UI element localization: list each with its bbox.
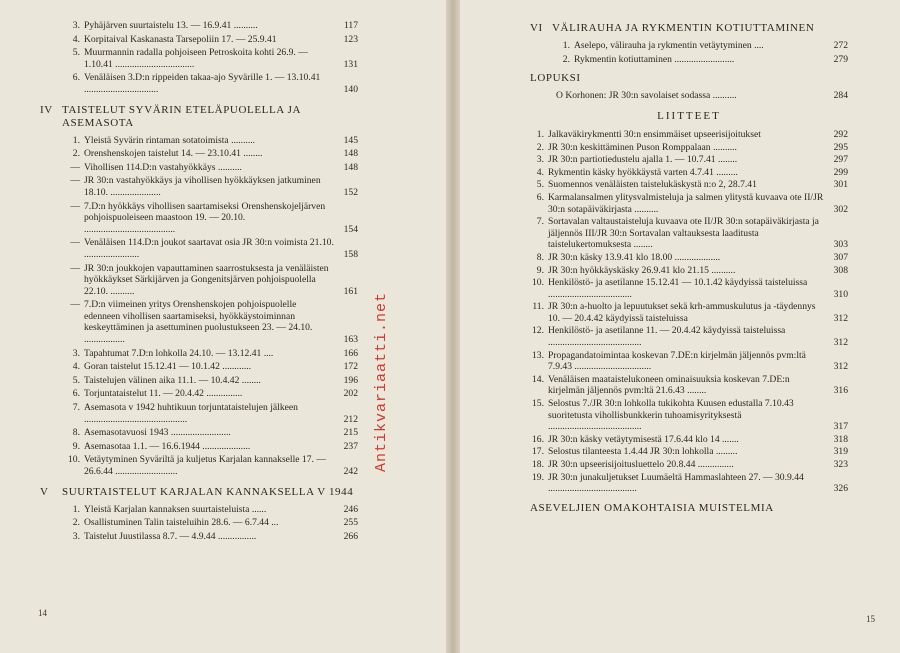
toc-entry-page: 123 (343, 33, 358, 45)
toc-entry-text: JR 30:n vastahyökkäys ja vihollisen hyökkäyksen jatkuminen 18.10. ..................... (84, 175, 321, 198)
toc-entry (66, 348, 358, 360)
watermark: Antikvariaatti.net (373, 291, 390, 472)
toc-entries-top (66, 20, 358, 96)
section-title: TAISTELUT SYVÄRIN ETELÄPUOLELLA JA ASEMASOTA (62, 103, 301, 129)
toc-entry-text: Henkilöstö- ja asetilanne 11. — 20.4.42 käydyissä taisteluissa ....................................... (548, 325, 786, 349)
toc-entry-text: Yleistä Syvärin rintaman sotatoimista .......... (84, 134, 256, 146)
toc-entry-number: 13. (532, 349, 544, 361)
toc-entry-text: Venäläisen maataistelukoneen ominaisuuksia koskevan 7.DE:n kirjelmän jäljennös pvm:ltä 21.6.43 ........ (548, 373, 790, 397)
toc-entry-text: Pyhäjärven suurtaistelu 13. — 16.9.41 .......... (84, 20, 258, 31)
toc-entry-number: 4. (536, 166, 544, 178)
toc-entry (530, 446, 848, 458)
toc-entry-text: Rykmentin käsky hyökkäystä varten 4.7.41 ......... (548, 166, 738, 178)
toc-entry (556, 40, 848, 52)
toc-entry (530, 398, 848, 433)
toc-entry-page: 202 (343, 388, 358, 400)
toc-entry-page: 297 (833, 154, 848, 166)
toc-entry-number: 2. (562, 53, 570, 65)
toc-entry (530, 434, 848, 446)
section-title: SUURTAISTELUT KARJALAN KANNAKSELLA V 1944 (62, 485, 354, 498)
toc-entry-text: Propagandatoimintaa koskevan 7.DE:n kirjelmän jäljennös pvm:ltä 7.9.43 ................................ (548, 349, 806, 373)
toc-entry (530, 325, 848, 348)
toc-entry-number: 3. (72, 20, 80, 31)
toc-entry-text: Aselepo, välirauha ja rykmentin vetäytyminen .... (574, 40, 764, 51)
toc-entry-text: Tapahtumat 7.D:n lohkolla 24.10. — 13.12.41 .... (84, 347, 274, 359)
toc-entry-page: 299 (833, 166, 848, 178)
toc-entry (530, 350, 848, 373)
toc-entry (66, 175, 358, 198)
toc-entry (530, 374, 848, 397)
toc-entry-page: 301 (833, 179, 848, 191)
toc-entry (530, 129, 848, 141)
toc-entry-page: 284 (833, 89, 848, 101)
toc-entry-number: 3. (72, 347, 80, 359)
toc-entry-text: Osallistuminen Talin taisteluihin 28.6. — 6.7.44 ... (84, 517, 279, 529)
toc-entry-text: 7.D:n viimeinen yritys Orenshenskojen pohjoispuolelle edenneen vihollisen saartamiseksi, hyökkäystoiminnan keskeyttäminen ja asettuminen puolustukseen 23. — 24.10. ................. (84, 299, 313, 346)
toc-entry-page: 308 (833, 264, 848, 276)
toc-entry-number: 16. (532, 433, 544, 445)
section-vi-heading (530, 22, 848, 35)
toc-entry-number: 6. (536, 191, 544, 203)
toc-entry (530, 265, 848, 277)
toc-entry (66, 531, 358, 543)
toc-entry (66, 402, 358, 425)
toc-entry (66, 34, 358, 46)
toc-entry-number: — (70, 175, 80, 187)
toc-entry-number: 18. (532, 459, 544, 470)
toc-entry-number: 4. (72, 361, 80, 373)
toc-entry-number: 4. (72, 33, 80, 45)
toc-entry-number: 6. (72, 388, 80, 400)
toc-entry-text: Vetäytyminen Syväriltä ja kuljetus Karjalan kannakselle 17. — 26.6.44 .......................... (84, 454, 326, 477)
toc-entry-number: 8. (72, 427, 80, 439)
toc-entry-page: 172 (343, 361, 358, 373)
toc-entry-page: 319 (833, 446, 848, 458)
toc-entry-page: 145 (343, 134, 358, 146)
toc-entry (66, 135, 358, 147)
toc-entry-text: Korpitaival Kaskanasta Tarsepoliin 17. — 25.9.41 (84, 33, 277, 45)
toc-entry-number: — (70, 200, 80, 212)
toc-entry (530, 154, 848, 166)
toc-entry-page: 242 (343, 466, 358, 477)
toc-entry-text: Suomennos venäläisten taistelukäskystä n:o 2, 28.7.41 (548, 179, 757, 191)
section-vi-entries (556, 40, 848, 65)
toc-entry (530, 142, 848, 154)
toc-entry-page: 152 (343, 186, 358, 198)
toc-entry-text: Selostus 7./JR 30:n lohkolla tukikohta Kuusen edustalla 7.10.43 suoritetusta vihollisbunkkerin tuhoamisyrityksestä ....................................... (548, 398, 794, 433)
toc-entry-number: 7. (536, 216, 544, 228)
toc-entry-page: 166 (343, 347, 358, 359)
toc-entry (530, 167, 848, 179)
toc-entry-page: 292 (833, 128, 848, 140)
toc-entry (66, 517, 358, 529)
liitteet-heading: LIITTEET (657, 110, 721, 123)
toc-entry-page: 131 (343, 58, 358, 70)
toc-entry (66, 427, 358, 439)
toc-entry (66, 454, 358, 477)
toc-entry-page: 255 (343, 517, 358, 529)
appendix-entries (530, 129, 848, 495)
page-number-left: 14 (38, 608, 47, 618)
toc-entry-page: 310 (833, 288, 848, 300)
toc-entry-text: Vihollisen 114.D:n vastahyökkäys .......... (84, 161, 242, 173)
toc-entry (530, 459, 848, 471)
right-toc-column (530, 20, 848, 518)
toc-entry-text: Taistelut Juustilassa 8.7. — 4.9.44 ................ (84, 530, 257, 542)
toc-entry-number: — (70, 237, 80, 249)
toc-entry-text: O Korhonen: JR 30:n savolaiset sodassa .......... (556, 89, 737, 101)
toc-entry-number: 2. (72, 517, 80, 529)
toc-entry (66, 237, 358, 260)
toc-entry-number: 9. (536, 264, 544, 276)
toc-entry (556, 54, 848, 66)
lopuksi-entries (556, 90, 848, 102)
toc-entry (530, 192, 848, 215)
toc-entry-page: 266 (343, 530, 358, 542)
section-v-entries (66, 504, 358, 543)
toc-entry-number: 3. (72, 530, 80, 542)
toc-entry-text: Selostus tilanteesta 1.4.44 JR 30:n lohkolla ......... (548, 446, 738, 458)
toc-entry-page: 148 (343, 148, 358, 160)
toc-entry-number: 1. (72, 134, 80, 146)
toc-entry-number: — (70, 262, 80, 274)
toc-entry-number: 17. (532, 446, 544, 458)
toc-entry (530, 301, 848, 324)
toc-entry-page: 196 (343, 374, 358, 386)
toc-entry-number: 8. (536, 251, 544, 263)
toc-entry-number: 10. (532, 277, 544, 289)
toc-entry-page: 212 (343, 413, 358, 425)
toc-entry-text: Orenshenskojen taistelut 14. — 23.10.41 ........ (84, 148, 263, 160)
toc-entry-page: 140 (343, 83, 358, 95)
toc-entry (66, 299, 358, 345)
toc-entry-number: 1. (72, 503, 80, 515)
toc-entry-text: Karmalansalmen ylitysvalmisteluja ja salmen ylitystä kuvaava ote II/JR 30:n sotapäiväkirjasta .......... (548, 191, 824, 215)
toc-entry-page: 317 (833, 421, 848, 433)
toc-entry (530, 472, 848, 495)
toc-entry-page: 163 (343, 334, 358, 346)
toc-entry-number: 2. (72, 148, 80, 160)
toc-entry-page: 279 (833, 53, 848, 65)
toc-entry (66, 361, 358, 373)
toc-entry-page: 312 (833, 312, 848, 324)
toc-entry-text: JR 30:n hyökkäyskäsky 26.9.41 klo 21.15 .......... (548, 264, 736, 276)
toc-entry-number: 1. (536, 128, 544, 140)
toc-entry (66, 148, 358, 160)
toc-entry-text: JR 30:n a-huolto ja lepuutukset sekä krh-ammuskulutus ja -täydennys 10. — 20.4.42 käydyissä taisteluissa (548, 301, 816, 324)
toc-entry-number: 5. (536, 179, 544, 191)
section-number: VI (530, 22, 543, 34)
toc-entry-number: 7. (72, 402, 80, 414)
toc-entry-page: 148 (343, 161, 358, 173)
toc-entry-page: 117 (343, 20, 358, 31)
toc-entry-page: 272 (833, 40, 848, 51)
book-spine (446, 0, 460, 653)
toc-entry (66, 375, 358, 387)
toc-entry-number: 19. (532, 471, 544, 483)
toc-entry-text: JR 30:n käsky vetäytymisestä 17.6.44 klo 14 ....... (548, 433, 739, 445)
toc-entry-text: JR 30:n upseerisijoitusluettelo 20.8.44 ............... (548, 459, 734, 470)
toc-entry (530, 277, 848, 300)
toc-entry-page: 154 (343, 223, 358, 235)
toc-entry-text: Torjuntataistelut 11. — 20.4.42 ............... (84, 388, 243, 400)
toc-entry-text: Venäläisen 114.D:n joukot saartavat osia JR 30:n voimista 21.10. ....................... (84, 237, 334, 260)
toc-entry (556, 90, 848, 102)
section-title: VÄLIRAUHA JA RYKMENTIN KOTIUTTAMINEN (552, 22, 815, 34)
toc-entry-text: Rykmentin kotiuttaminen ......................... (574, 53, 735, 65)
toc-entry-text: Venäläisen 3.D:n rippeiden takaa-ajo Syvärille 1. — 13.10.41 ............................... (84, 72, 321, 95)
toc-entry (530, 252, 848, 264)
toc-entry-text: Asemasotavuosi 1943 ......................... (84, 427, 231, 439)
toc-entry-text: JR 30:n junakuljetukset Luumäeltä Hammaslahteen 27. — 30.9.44 ..................................... (548, 471, 804, 495)
toc-entry-page: 161 (343, 285, 358, 297)
toc-entry-text: Henkilöstö- ja asetilanne 15.12.41 — 10.1.42 käydyissä taisteluissa ................................... (548, 277, 808, 300)
toc-entry-number: 1. (562, 40, 570, 51)
toc-entry (66, 20, 358, 32)
section-v-heading (40, 486, 358, 499)
toc-entry-page: 316 (833, 385, 848, 397)
toc-entry-page: 312 (833, 361, 848, 373)
toc-entry (66, 162, 358, 174)
toc-entry-number: 6. (72, 72, 80, 84)
toc-entry-number: 5. (72, 47, 80, 59)
toc-entry-text: JR 30:n keskittäminen Puson Romppalaan .......... (548, 141, 737, 153)
toc-entry (66, 263, 358, 298)
toc-entry-number: 3. (536, 154, 544, 166)
toc-entry (530, 179, 848, 191)
toc-entry-text: 7.D:n hyökkäys vihollisen saartamiseksi Orenshenskojeljärven pohjoispuoleiseen maastoon 19. — 20.10. ...................................... (84, 200, 326, 235)
page-number-right: 15 (866, 614, 875, 624)
lopuksi-heading: LOPUKSI (530, 72, 581, 85)
section-iv-heading (40, 104, 358, 130)
toc-entry-number: 14. (532, 373, 544, 385)
toc-entry-text: Sortavalan valtaustaisteluja kuvaava ote II/JR 30:n sotapäiväkirjasta ja jäljennös III/JR 30:n Sortavalan valtauksesta laaditusta taistelukertomuksesta ........ (548, 216, 819, 251)
toc-entry-number: — (70, 299, 80, 311)
toc-entry-text: Muurmannin radalla pohjoiseen Petroskoita kohti 26.9. — 1.10.41 ................................. (84, 47, 308, 70)
toc-entry-text: Yleistä Karjalan kannaksen suurtaisteluista ...... (84, 503, 267, 515)
toc-entry-text: Taistelujen välinen aika 11.1. — 10.4.42 ........ (84, 374, 261, 386)
toc-entry (66, 47, 358, 70)
toc-entry-number: — (70, 161, 80, 173)
toc-entry-page: 323 (833, 459, 848, 470)
toc-entry (530, 216, 848, 251)
toc-entry-page: 246 (343, 503, 358, 515)
toc-entry (66, 72, 358, 95)
toc-entry-page: 318 (833, 433, 848, 445)
left-toc-column (40, 20, 358, 550)
toc-entry-text: Asemasota v 1942 huhtikuun torjuntataistelujen jälkeen ........................................... (84, 402, 298, 425)
toc-entry-text: Jalkaväkirykmentti 30:n ensimmäiset upseerisijoitukset (548, 128, 761, 140)
toc-entry-number: 12. (532, 325, 544, 337)
toc-entry (66, 441, 358, 453)
toc-entry-number: 2. (536, 141, 544, 153)
toc-entry-page: 302 (833, 203, 848, 215)
toc-entry-text: JR 30:n käsky 13.9.41 klo 18.00 ................... (548, 251, 721, 263)
toc-entry-text: JR 30:n joukkojen vapauttaminen saarrostuksesta ja venäläisten hyökkäykset Särkijärven ja Gongenitsjärven pohjoispuolella 22.10. .......... (84, 262, 329, 297)
toc-entry-page: 303 (833, 239, 848, 251)
toc-entry (66, 388, 358, 400)
toc-entry-page: 295 (833, 141, 848, 153)
toc-entry (66, 201, 358, 236)
toc-entry-number: 15. (532, 398, 544, 410)
toc-entry-number: 11. (532, 301, 544, 313)
toc-entry-page: 326 (833, 483, 848, 495)
toc-entry-page: 237 (343, 440, 358, 452)
toc-entry (66, 504, 358, 516)
toc-entry-text: JR 30:n partiotiedustelu ajalla 1. — 10.7.41 ........ (548, 154, 738, 166)
toc-entry-text: Asemasotaa 1.1. — 16.6.1944 .................... (84, 440, 251, 452)
toc-entry-page: 312 (833, 337, 848, 349)
toc-entry-number: 9. (72, 440, 80, 452)
toc-entry-number: 5. (72, 374, 80, 386)
section-number: V (40, 485, 49, 498)
toc-entry-page: 158 (343, 248, 358, 260)
toc-entry-text: Goran taistelut 15.12.41 — 10.1.42 ............ (84, 361, 252, 373)
toc-entry-page: 215 (343, 427, 358, 439)
toc-entry-page: 307 (833, 251, 848, 263)
closing-heading: ASEVELJIEN OMAKOHTAISIA MUISTELMIA (530, 501, 774, 514)
section-number: IV (40, 103, 53, 116)
toc-entry-number: 10. (68, 454, 80, 466)
section-iv-entries (66, 135, 358, 478)
